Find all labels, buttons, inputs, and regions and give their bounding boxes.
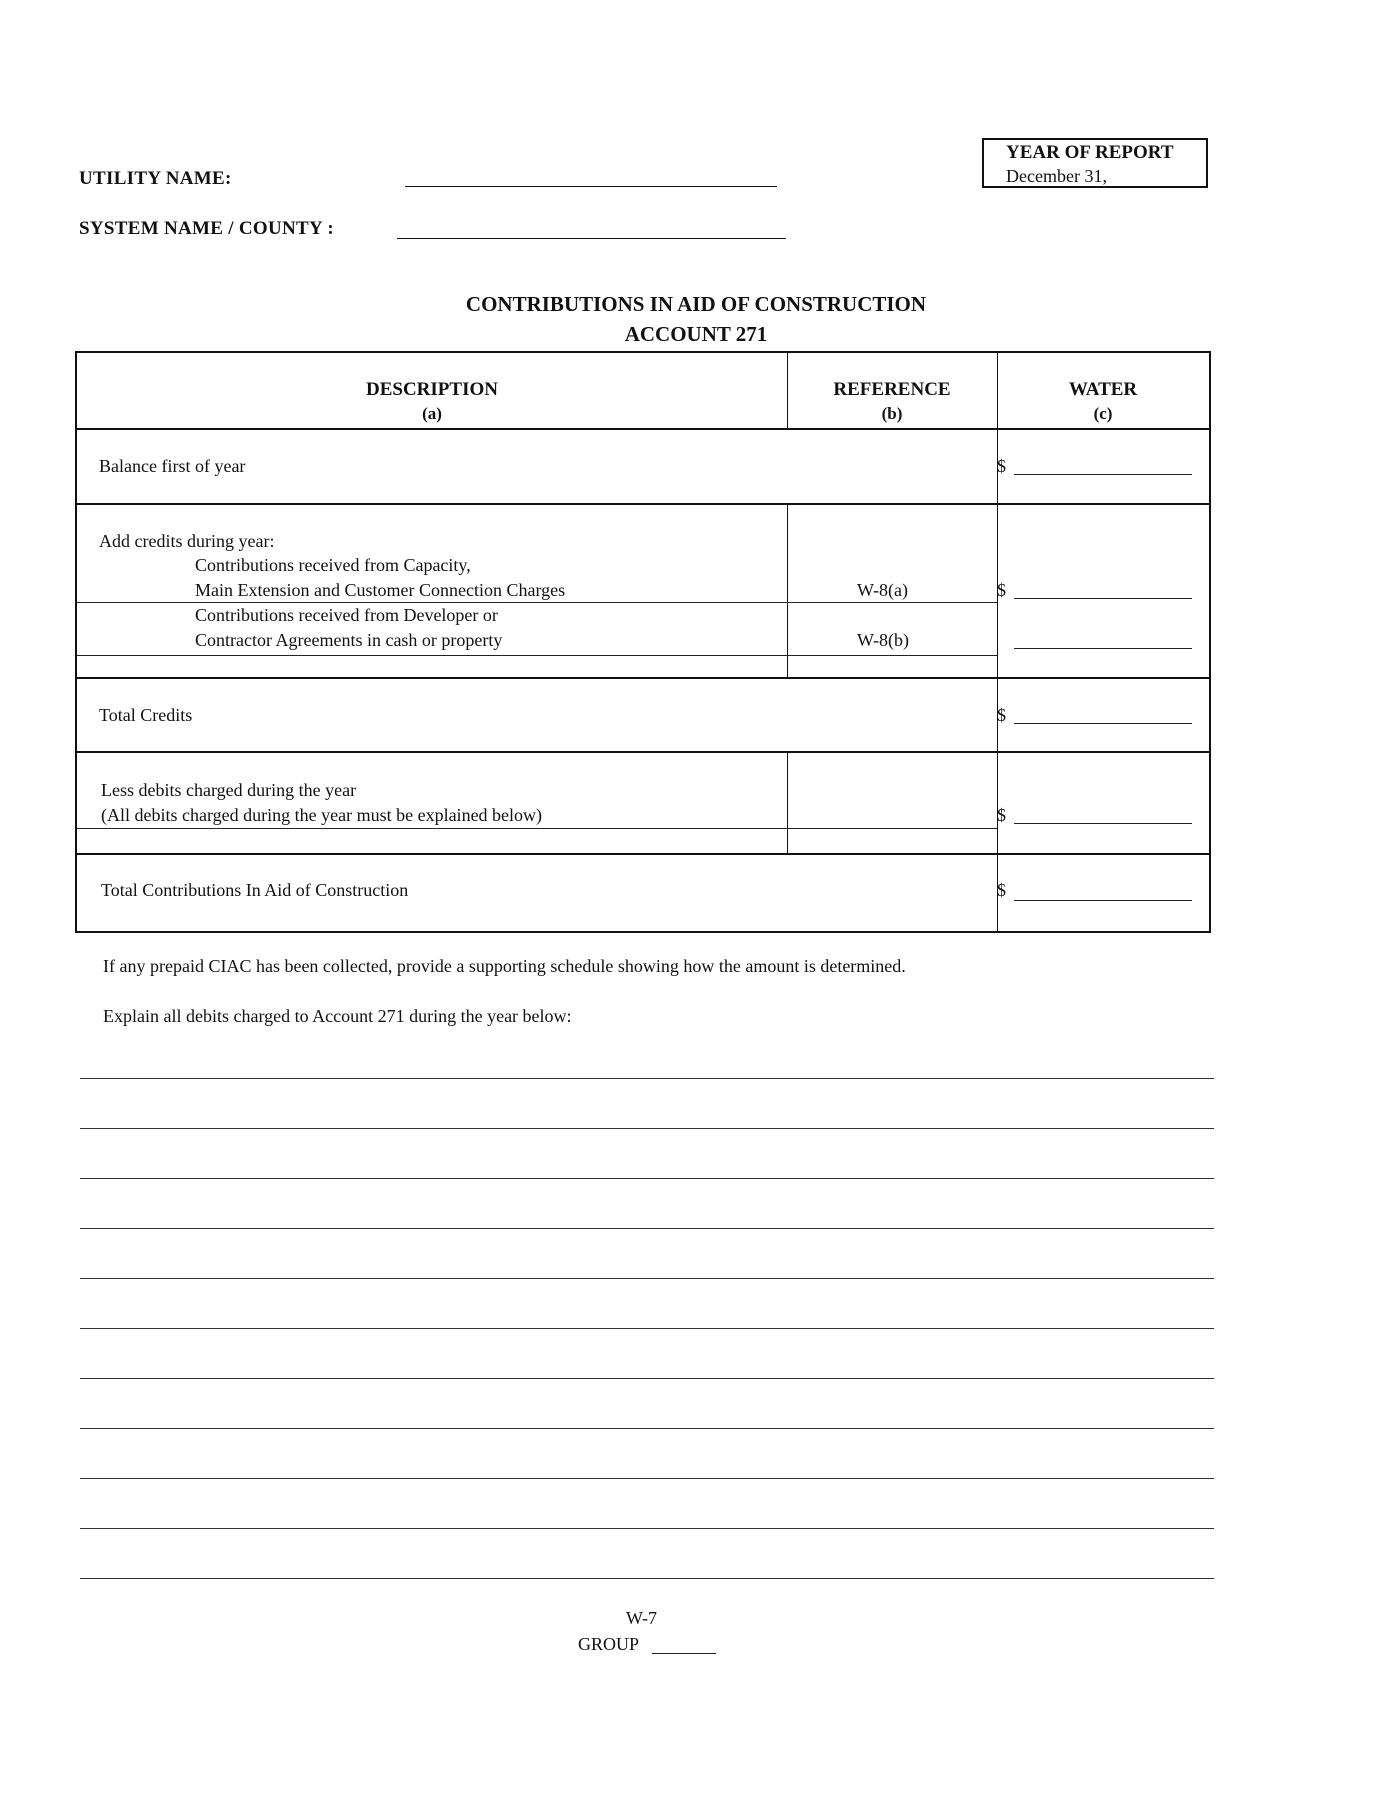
credit2-reference: W-8(b) <box>857 630 909 650</box>
explain-line-6[interactable] <box>80 1328 1214 1329</box>
total-credits-label: Total Credits <box>99 705 193 725</box>
less-debits-dollar: $ <box>997 805 1006 825</box>
row-divider-header <box>77 428 1211 430</box>
credit1-water-input[interactable] <box>1014 598 1192 599</box>
ciac-table <box>75 351 1211 933</box>
credits-inner-line-1 <box>77 602 997 603</box>
explain-line-2[interactable] <box>80 1128 1214 1129</box>
header-water <box>997 379 1209 424</box>
header-reference <box>787 379 997 424</box>
total-credits-water-input[interactable] <box>1014 723 1192 724</box>
total-credits-dollar: $ <box>997 705 1006 725</box>
header-description-title: DESCRIPTION <box>366 379 498 400</box>
row-divider-total-credits <box>77 751 1211 753</box>
group-label: GROUP <box>578 1634 640 1654</box>
less-debits-line2: (All debits charged during the year must be explained below) <box>101 805 543 825</box>
year-of-report-box <box>982 138 1208 188</box>
credit2-line1: Contributions received from Developer or <box>195 605 498 625</box>
header-description <box>77 379 787 424</box>
credit1-line1: Contributions received from Capacity, <box>195 555 471 575</box>
explain-line-5[interactable] <box>80 1278 1214 1279</box>
credit2-water-input[interactable] <box>1014 648 1192 649</box>
col-divider-water <box>997 353 998 933</box>
total-ciac-dollar: $ <box>997 880 1006 900</box>
debits-inner-line <box>77 828 997 829</box>
explain-line-8[interactable] <box>80 1428 1214 1429</box>
row-divider-debits <box>77 853 1211 855</box>
year-of-report-label: YEAR OF REPORT <box>1006 142 1174 163</box>
utility-name-label: UTILITY NAME: <box>79 168 232 189</box>
explain-line-4[interactable] <box>80 1228 1214 1229</box>
row-divider-credits <box>77 677 1211 679</box>
row-divider-balance <box>77 503 1211 505</box>
explain-line-11[interactable] <box>80 1578 1214 1579</box>
explain-line-10[interactable] <box>80 1528 1214 1529</box>
less-debits-water-input[interactable] <box>1014 823 1192 824</box>
balance-first-of-year-label: Balance first of year <box>99 456 246 476</box>
explain-line-7[interactable] <box>80 1378 1214 1379</box>
explain-line-9[interactable] <box>80 1478 1214 1479</box>
balance-water-input[interactable] <box>1014 474 1192 475</box>
form-title: CONTRIBUTIONS IN AID OF CONSTRUCTION <box>465 292 927 316</box>
header-reference-sub: (b) <box>881 404 903 423</box>
system-name-label: SYSTEM NAME / COUNTY : <box>79 218 335 239</box>
credits-inner-line-2 <box>77 655 997 656</box>
group-field[interactable] <box>652 1653 716 1654</box>
year-of-report-value[interactable]: December 31, <box>1006 166 1107 186</box>
header-description-sub: (a) <box>422 404 442 423</box>
header-reference-title: REFERENCE <box>833 379 951 400</box>
credit1-line2: Main Extension and Customer Connection Charges <box>195 580 566 600</box>
system-name-field[interactable] <box>397 238 786 239</box>
page-id: W-7 <box>626 1608 657 1628</box>
header-water-title: WATER <box>1068 379 1138 400</box>
form-subtitle: ACCOUNT 271 <box>624 322 768 346</box>
add-credits-label: Add credits during year: <box>99 531 275 551</box>
col-divider-ref-credits <box>787 503 788 677</box>
explain-line-3[interactable] <box>80 1178 1214 1179</box>
total-ciac-water-input[interactable] <box>1014 900 1192 901</box>
less-debits-line1: Less debits charged during the year <box>101 780 357 800</box>
explain-line-1[interactable] <box>80 1078 1214 1079</box>
credit1-reference: W-8(a) <box>857 580 908 600</box>
explain-debits-note: Explain all debits charged to Account 271 during the year below: <box>103 1006 572 1026</box>
prepaid-ciac-note: If any prepaid CIAC has been collected, provide a supporting schedule showing how the amount is determined. <box>103 956 906 976</box>
col-divider-ref-debits <box>787 751 788 853</box>
credit2-line2: Contractor Agreements in cash or property <box>195 630 503 650</box>
total-ciac-label: Total Contributions In Aid of Construction <box>101 880 409 900</box>
utility-name-field[interactable] <box>405 186 777 187</box>
balance-dollar: $ <box>997 456 1006 476</box>
header-water-sub: (c) <box>1093 404 1113 423</box>
credit1-dollar: $ <box>997 580 1006 600</box>
